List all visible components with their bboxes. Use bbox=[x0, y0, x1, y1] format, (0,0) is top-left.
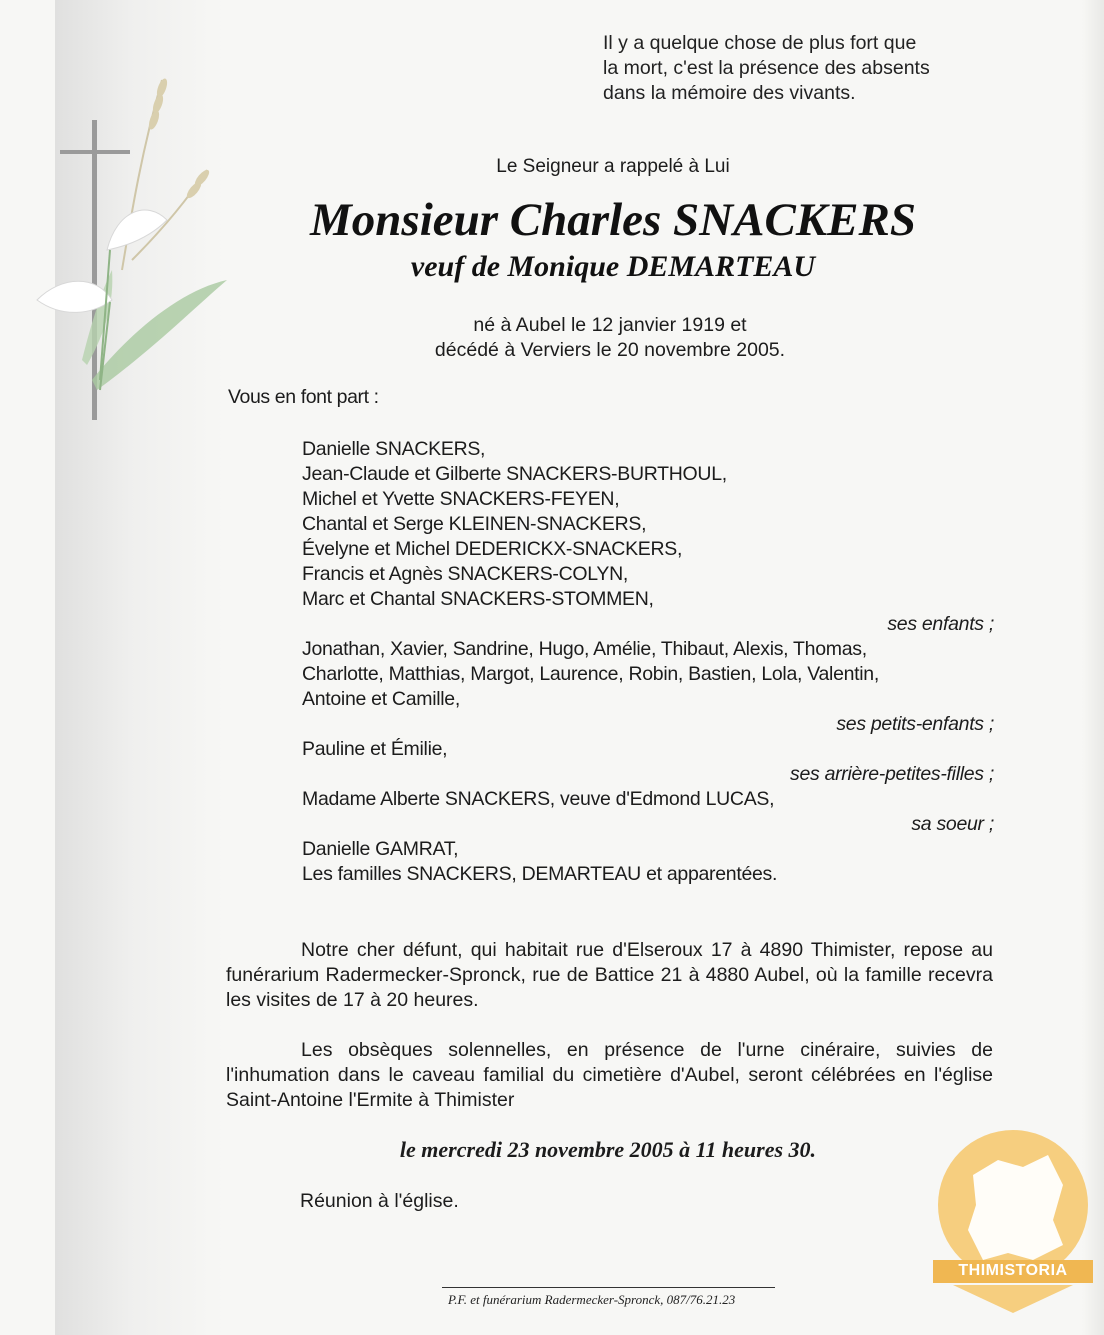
meeting-note: Réunion à l'église. bbox=[300, 1190, 459, 1212]
epigraph-quote bbox=[603, 31, 930, 106]
funeral-home-footer: P.F. et funérarium Radermecker-Spronck, 087/76.21.23 bbox=[448, 1292, 736, 1307]
map-icon bbox=[968, 1155, 1063, 1260]
announcement: Vous en font part : bbox=[228, 386, 379, 408]
list-item: Jean-Claude et Gilberte SNACKERS-BURTHOUL, bbox=[302, 463, 727, 485]
list-item: Michel et Yvette SNACKERS-FEYEN, bbox=[302, 488, 620, 510]
relation-label: sa soeur ; bbox=[911, 813, 994, 835]
list-item: Jonathan, Xavier, Sandrine, Hugo, Amélie, Thibaut, Alexis, Thomas, bbox=[302, 638, 867, 660]
list-item: Chantal et Serge KLEINEN-SNACKERS, bbox=[302, 513, 647, 535]
list-item: Danielle SNACKERS, bbox=[302, 438, 486, 460]
spouse-line: veuf de Monique DEMARTEAU bbox=[410, 250, 816, 283]
list-item: Antoine et Camille, bbox=[302, 688, 460, 710]
relation-label: ses enfants ; bbox=[887, 613, 994, 635]
list-item: Danielle GAMRAT, bbox=[302, 838, 459, 860]
relation-label: ses arrière-petites-filles ; bbox=[790, 763, 994, 785]
list-item: Madame Alberte SNACKERS, veuve d'Edmond LUCAS, bbox=[302, 788, 775, 810]
funeral-paragraph bbox=[226, 1038, 993, 1113]
list-item: Évelyne et Michel DEDERICKX-SNACKERS, bbox=[302, 538, 683, 560]
death-line: décédé à Verviers le 20 novembre 2005. bbox=[434, 339, 786, 361]
logo-label: THIMISTORIA bbox=[958, 1262, 1068, 1279]
list-item: Francis et Agnès SNACKERS-COLYN, bbox=[302, 563, 628, 585]
funeral-text: Les obsèques solennelles, en présence de l'urne cinéraire, suivies de l'inhumation dans le caveau familial du cimetière d'Aubel, seront célébrées en l'église Saint-Antoine l'Ermite à Thimister bbox=[226, 1039, 993, 1111]
thimistoria-logo bbox=[928, 1125, 1098, 1325]
deceased-name: Monsieur Charles SNACKERS bbox=[309, 194, 917, 246]
list-item: Pauline et Émilie, bbox=[302, 738, 448, 760]
quote-line: dans la mémoire des vivants. bbox=[603, 82, 856, 104]
intro-line: Le Seigneur a rappelé à Lui bbox=[496, 156, 730, 177]
quote-line: Il y a quelque chose de plus fort que bbox=[603, 32, 917, 54]
life-dates bbox=[0, 313, 1104, 363]
visitation-paragraph bbox=[226, 938, 993, 1013]
visitation-text: Notre cher défunt, qui habitait rue d'Elseroux 17 à 4890 Thimister, repose au funérarium Radermecker-Spronck, rue de Battice 21 à 4880 Aubel, où la famille recevra les visites de 17 à 20 heures. bbox=[226, 939, 993, 1011]
ceremony-date: le mercredi 23 novembre 2005 à 11 heures 30. bbox=[399, 1137, 817, 1162]
quote-line: la mort, c'est la présence des absents bbox=[603, 57, 930, 79]
birth-line: né à Aubel le 12 janvier 1919 et bbox=[473, 314, 747, 336]
list-item: Les familles SNACKERS, DEMARTEAU et apparentées. bbox=[302, 863, 778, 885]
list-item: Charlotte, Matthias, Margot, Laurence, Robin, Bastien, Lola, Valentin, bbox=[302, 663, 879, 685]
footer-divider bbox=[442, 1287, 775, 1288]
family-list bbox=[302, 437, 994, 887]
list-item: Marc et Chantal SNACKERS-STOMMEN, bbox=[302, 588, 654, 610]
relation-label: ses petits-enfants ; bbox=[836, 713, 994, 735]
